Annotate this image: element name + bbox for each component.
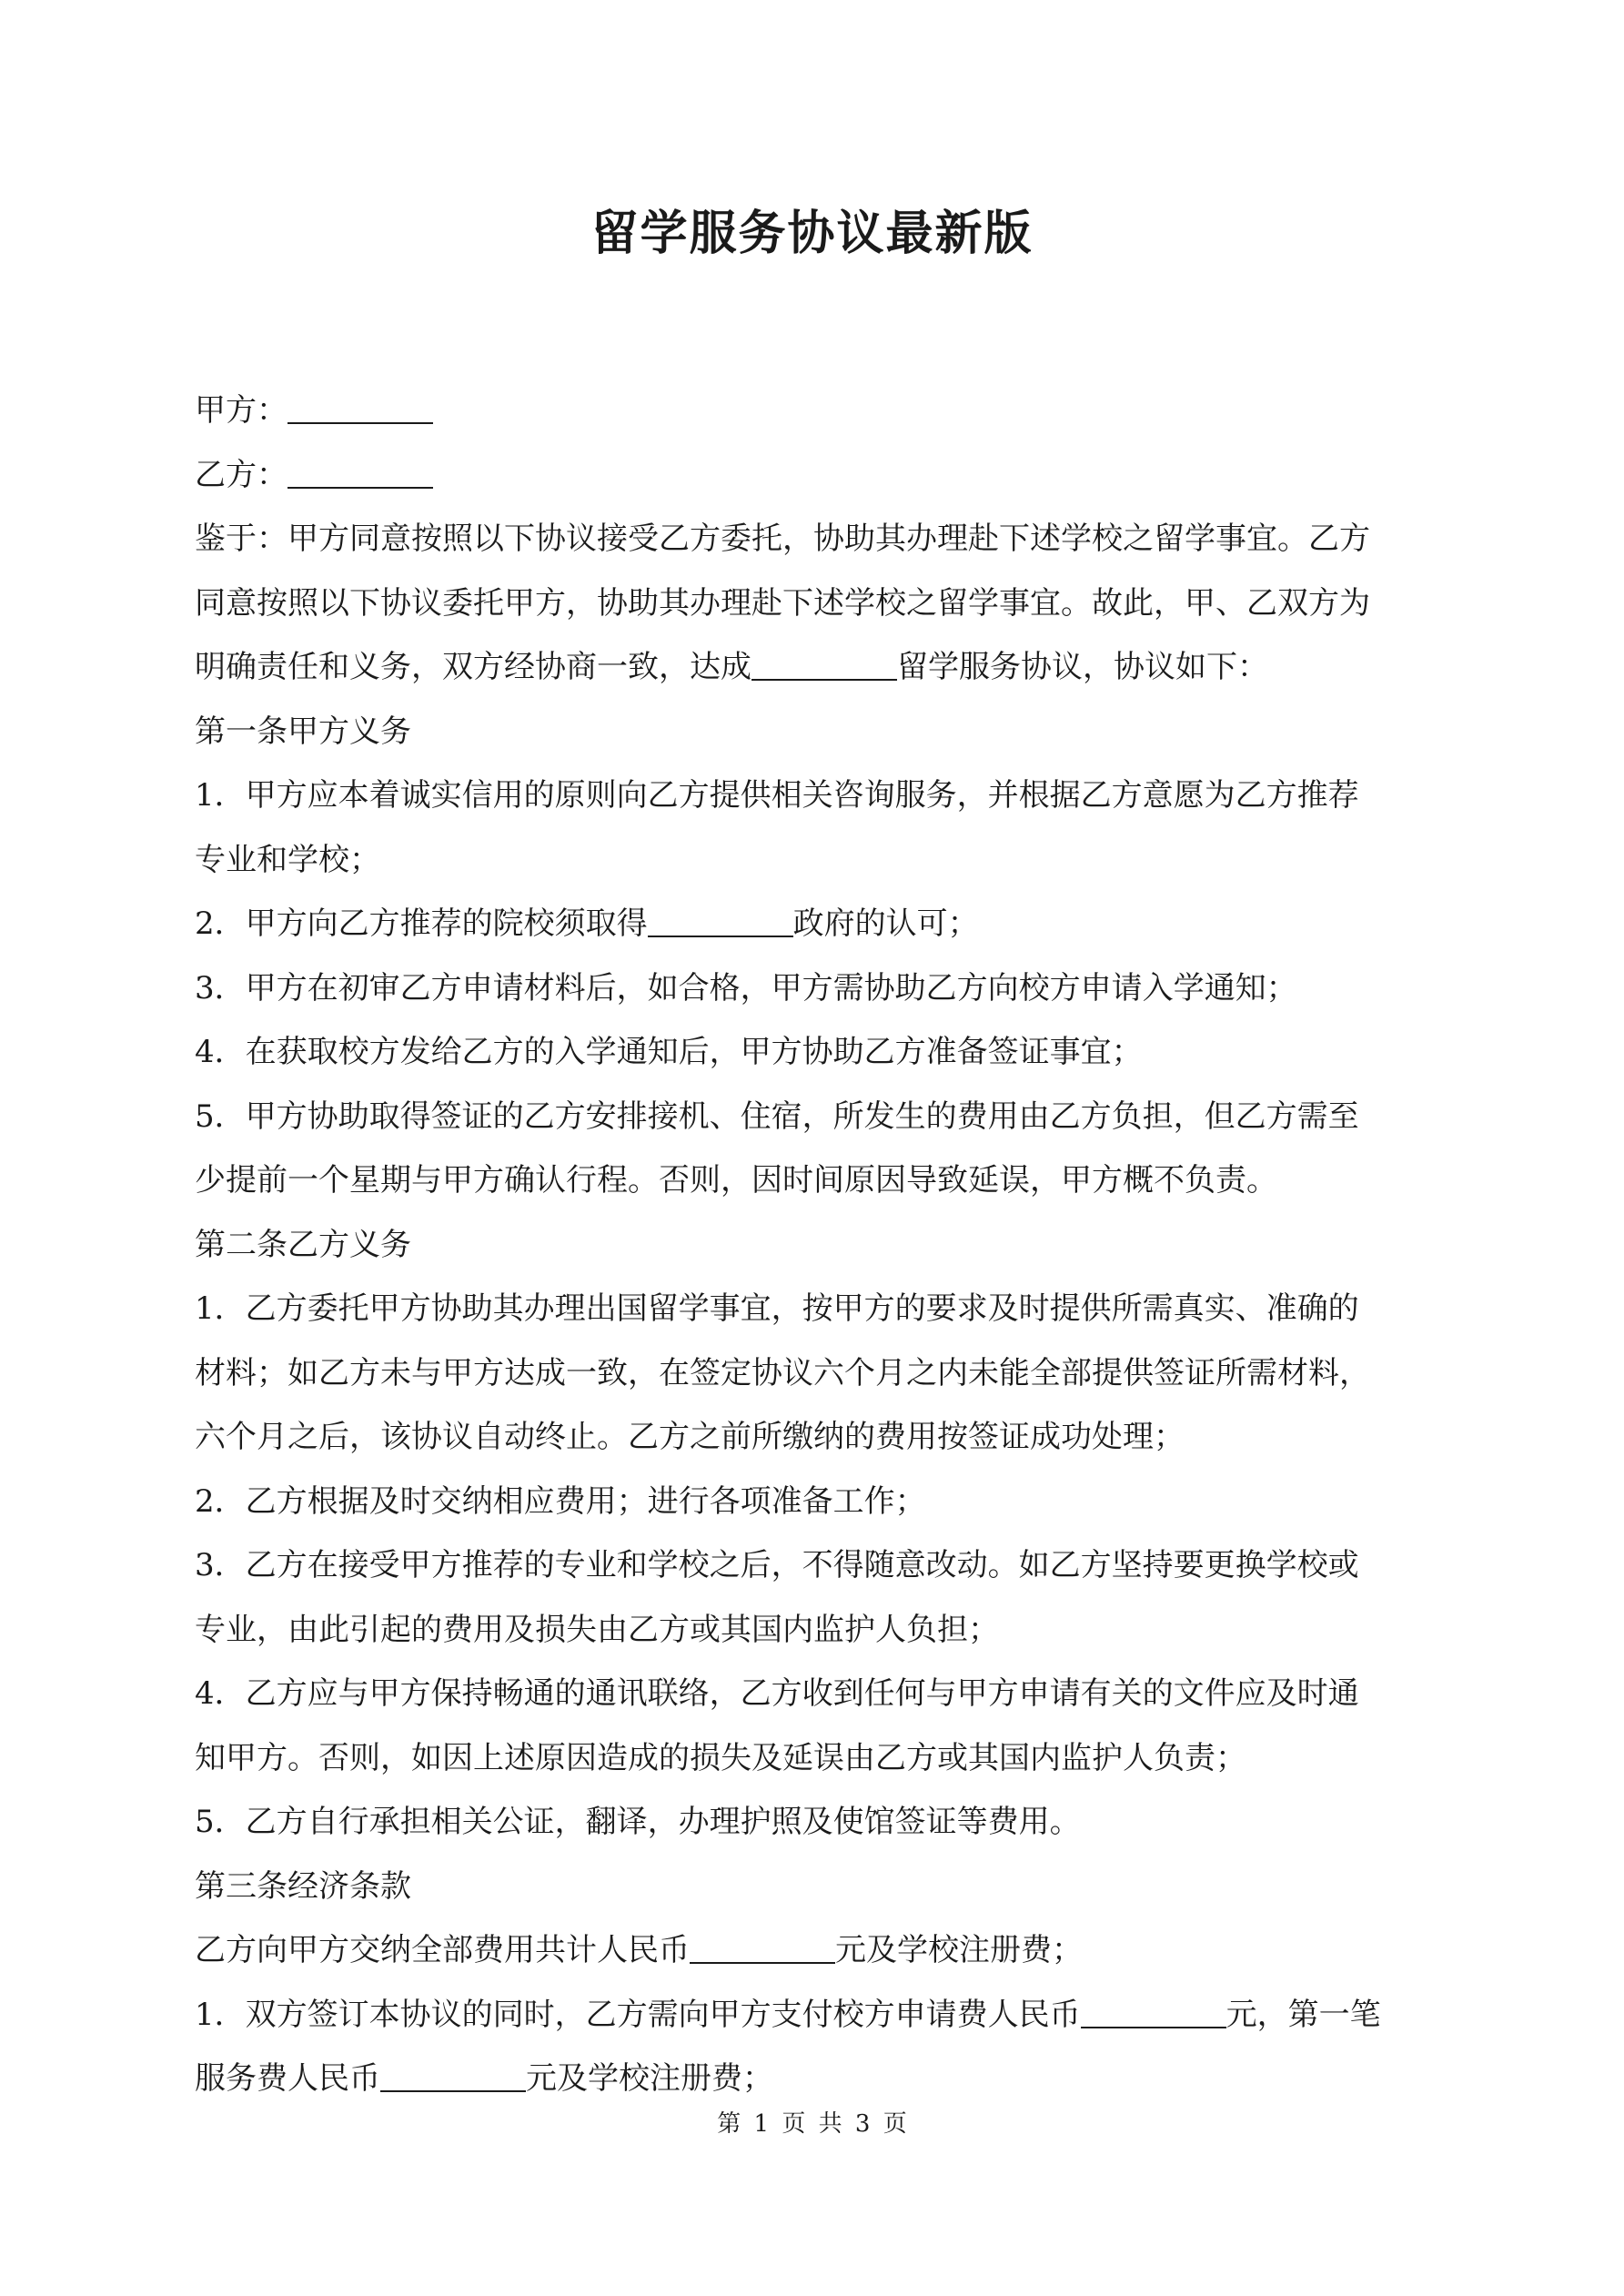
- text-line: [195, 443, 1443, 508]
- line-text-after-blank: 留学服务协议，协议如下：: [897, 649, 1268, 685]
- text-line: [195, 379, 1443, 443]
- text-line: [195, 1213, 1443, 1278]
- fill-in-blank: [690, 1935, 835, 1964]
- line-text: 专业，由此引起的费用及损失由乙方或其国内监护人负担；: [195, 1611, 999, 1648]
- line-text: 知甲方。否则，如因上述原因造成的损失及延误由乙方或其国内监护人负责；: [195, 1739, 1246, 1776]
- text-line: [195, 1533, 1443, 1598]
- text-line: [195, 1662, 1443, 1726]
- text-line: [195, 1405, 1443, 1470]
- line-text: 第三条经济条款: [195, 1867, 411, 1905]
- text-line: [195, 1470, 1443, 1534]
- line-text: 5．甲方协助取得签证的乙方安排接机、住宿，所发生的费用由乙方负担，但乙方需至: [195, 1097, 1359, 1135]
- line-text: 甲方：: [195, 392, 287, 429]
- line-text: 乙方向甲方交纳全部费用共计人民币: [195, 1932, 690, 1968]
- line-text: 同意按照以下协议委托甲方，协助其办理赴下述学校之留学事宜。故此，甲、乙双方为: [195, 584, 1370, 622]
- line-text: 服务费人民币: [195, 2060, 380, 2097]
- text-line: [195, 700, 1443, 764]
- text-line: [195, 1855, 1443, 1919]
- text-line: [195, 1983, 1443, 2048]
- text-line: [195, 1085, 1443, 1149]
- fill-in-blank: [1081, 1999, 1226, 2028]
- fill-in-blank: [751, 652, 897, 681]
- line-text: 3．乙方在接受甲方推荐的专业和学校之后，不得随意改动。如乙方坚持要更换学校或: [195, 1547, 1359, 1583]
- text-line: [195, 571, 1443, 636]
- line-text: 专业和学校；: [195, 841, 380, 878]
- fill-in-blank: [648, 908, 793, 937]
- line-text: 1．甲方应本着诚实信用的原则向乙方提供相关咨询服务，并根据乙方意愿为乙方推荐: [195, 777, 1359, 814]
- text-line: [195, 892, 1443, 956]
- line-text: 5．乙方自行承担相关公证，翻译，办理护照及使馆签证等费用。: [195, 1804, 1081, 1840]
- line-text: 1．乙方委托甲方协助其办理出国留学事宜，按甲方的要求及时提供所需真实、准确的: [195, 1290, 1359, 1327]
- line-text-after-blank: 政府的认可；: [792, 905, 979, 942]
- line-text: 4．乙方应与甲方保持畅通的通讯联络，乙方收到任何与甲方申请有关的文件应及时通: [195, 1675, 1359, 1712]
- line-text: 第二条乙方义务: [195, 1226, 411, 1263]
- text-line: [195, 828, 1443, 893]
- line-text-after-blank: 元及学校注册费；: [835, 1932, 1083, 1968]
- line-text-after-blank: 元，第一笔: [1226, 1996, 1381, 2033]
- fill-in-blank: [287, 395, 433, 424]
- text-line: [195, 1020, 1443, 1085]
- text-line: [195, 1341, 1443, 1406]
- line-text: 乙方：: [195, 456, 287, 493]
- text-line: [195, 1598, 1443, 1663]
- line-text: 少提前一个星期与甲方确认行程。否则，因时间原因导致延误，甲方概不负责。: [195, 1162, 1277, 1199]
- line-text: 3．甲方在初审乙方申请材料后，如合格，甲方需协助乙方向校方申请入学通知；: [195, 969, 1297, 1006]
- text-line: [195, 507, 1443, 571]
- fill-in-blank: [380, 2063, 526, 2092]
- line-text: 4．在获取校方发给乙方的入学通知后，甲方协助乙方准备签证事宜；: [195, 1034, 1143, 1070]
- line-text: 1．双方签订本协议的同时，乙方需向甲方支付校方申请费人民币: [195, 1996, 1081, 2033]
- text-line: [195, 1790, 1443, 1855]
- text-line: [195, 764, 1443, 828]
- line-text: 2．甲方向乙方推荐的院校须取得: [195, 905, 648, 942]
- text-line: [195, 956, 1443, 1021]
- line-text: 鉴于：甲方同意按照以下协议接受乙方委托，协助其办理赴下述学校之留学事宜。乙方: [195, 521, 1370, 557]
- fill-in-blank: [287, 460, 433, 489]
- text-line: [195, 1918, 1443, 1983]
- line-text: 六个月之后，该协议自动终止。乙方之前所缴纳的费用按签证成功处理；: [195, 1419, 1185, 1455]
- text-line: [195, 1148, 1443, 1213]
- line-text: 第一条甲方义务: [195, 713, 411, 750]
- line-text-after-blank: 元及学校注册费；: [526, 2060, 773, 2097]
- text-line: [195, 2047, 1443, 2111]
- line-text: 2．乙方根据及时交纳相应费用；进行各项准备工作；: [195, 1482, 926, 1520]
- line-text: 材料；如乙方未与甲方达成一致，在签定协议六个月之内未能全部提供签证所需材料，: [195, 1354, 1370, 1391]
- text-line: [195, 1277, 1443, 1341]
- page-footer: 第 1 页 共 3 页: [717, 2110, 907, 2138]
- line-text: 明确责任和义务，双方经协商一致，达成: [195, 649, 751, 685]
- document-body: [195, 379, 1443, 2111]
- text-line: [195, 1726, 1443, 1791]
- text-line: [195, 635, 1443, 700]
- document-title: 留学服务协议最新版: [590, 207, 1034, 261]
